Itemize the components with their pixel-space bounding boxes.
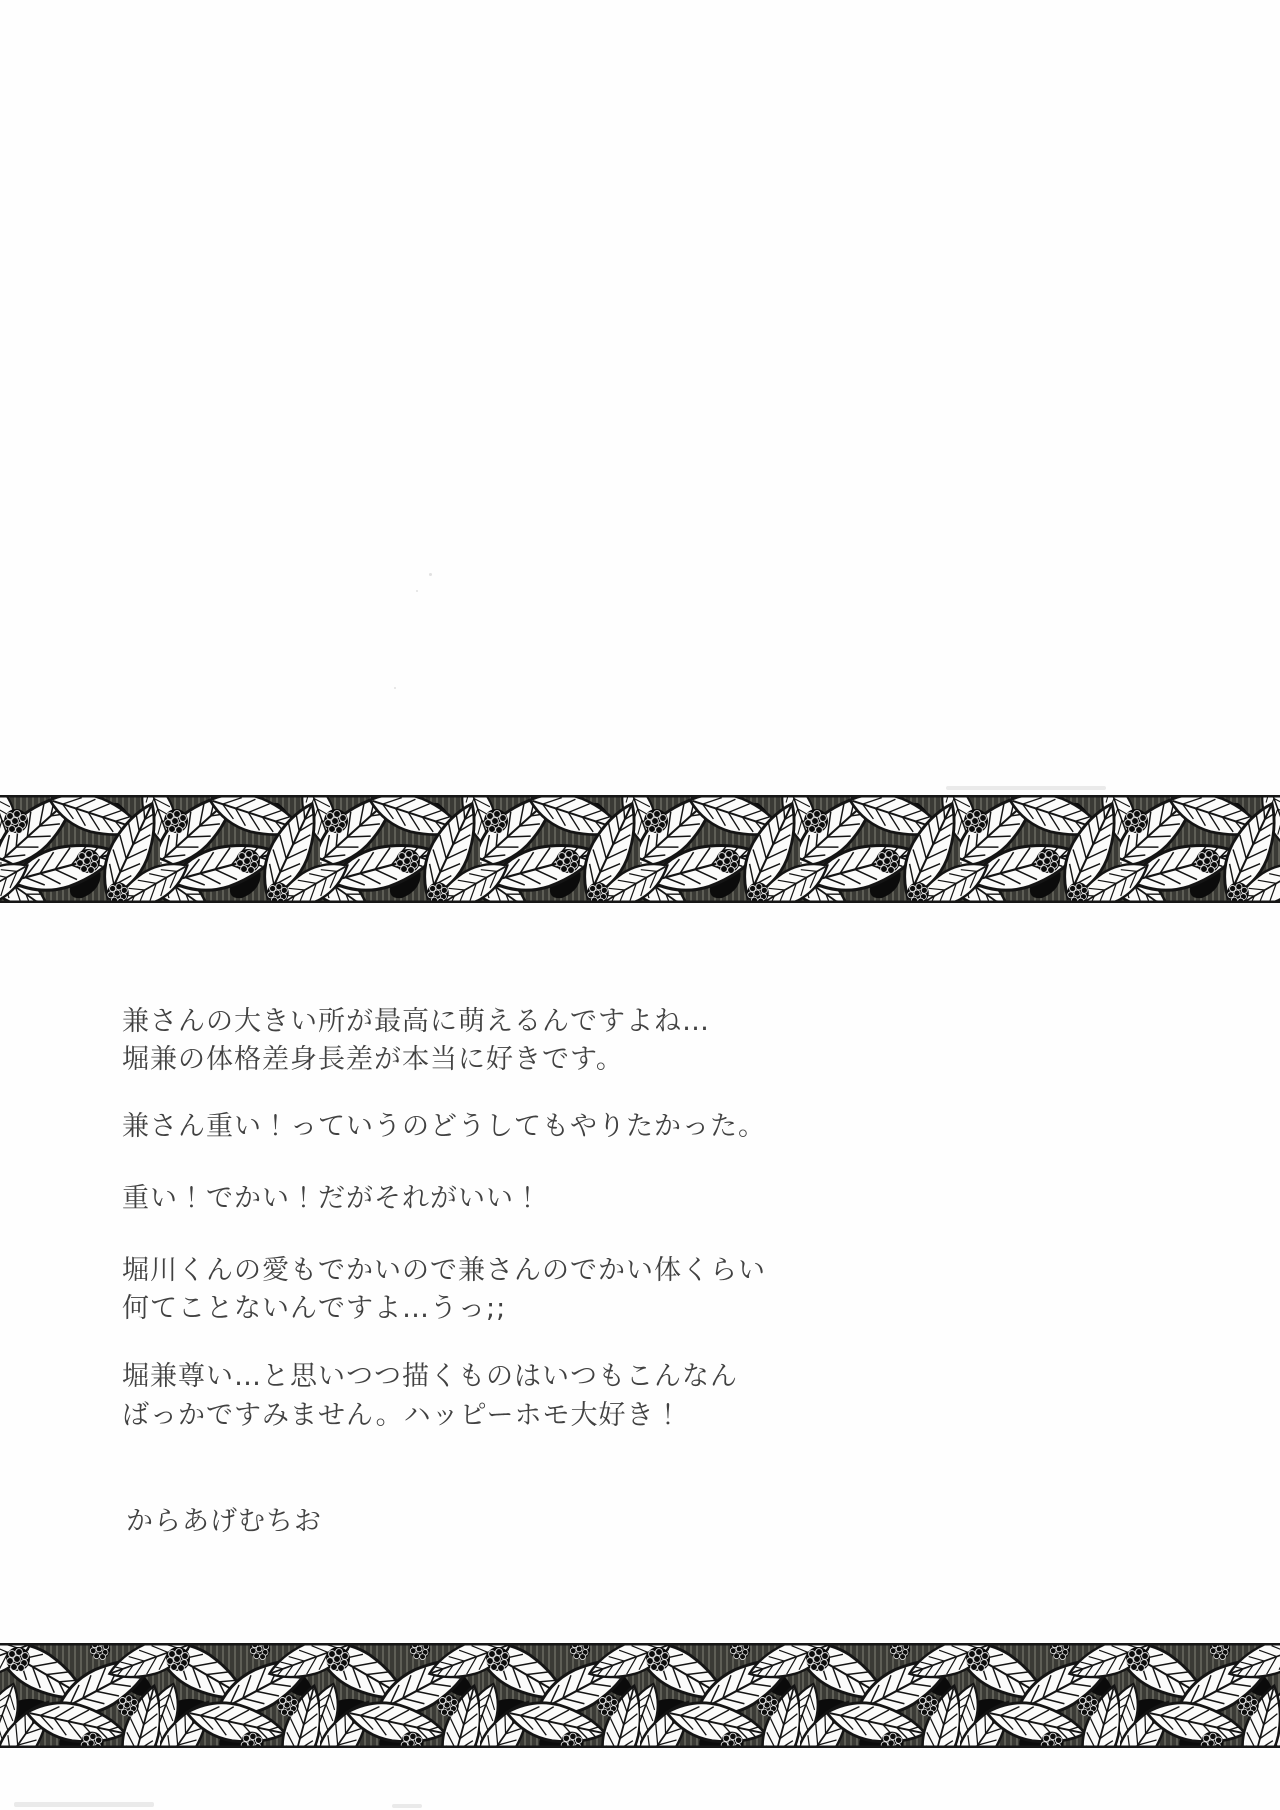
scan-speck	[429, 573, 432, 576]
afterword-line: 何てことないんですよ…うっ;;	[122, 1293, 507, 1324]
afterword-line: ばっかですみません。ハッピーホモ大好き！	[122, 1400, 683, 1431]
leaf-berry-border-bottom	[0, 1643, 1280, 1748]
afterword-line: 兼さん重い！っていうのどうしてもやりたかった。	[122, 1111, 766, 1142]
leaf-berry-engraving-icon	[0, 1643, 1280, 1748]
scan-smudge	[14, 1802, 154, 1807]
afterword-line: 重い！でかい！だがそれがいい！	[122, 1183, 542, 1214]
afterword-line: 堀兼の体格差身長差が本当に好きです。	[122, 1044, 624, 1075]
afterword-line: 堀川くんの愛もでかいので兼さんのでかい体くらい	[122, 1255, 766, 1286]
scan-smudge	[392, 1804, 422, 1808]
scan-smudge	[946, 786, 1106, 790]
author-signature: からあげむちお	[126, 1506, 322, 1537]
leaf-berry-border-top	[0, 795, 1280, 903]
leaf-berry-engraving-icon	[0, 795, 1280, 903]
scan-speck	[416, 590, 418, 592]
afterword-line: 堀兼尊い…と思いつつ描くものはいつもこんなん	[122, 1361, 738, 1392]
afterword-line: 兼さんの大きい所が最高に萌えるんですよね…	[122, 1006, 710, 1037]
scan-speck	[394, 687, 396, 689]
